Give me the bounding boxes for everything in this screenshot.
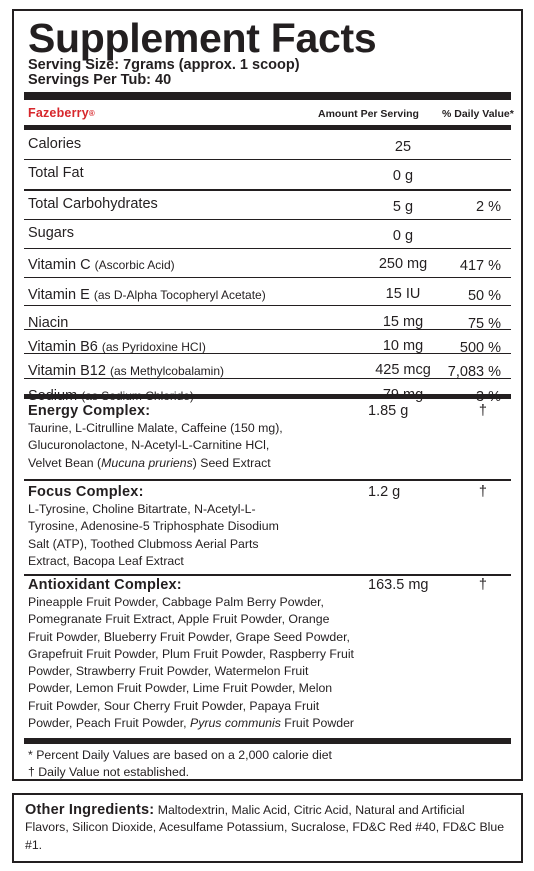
complex-dv: † bbox=[478, 484, 487, 500]
other-ingredients-text: Maltodextrin, Malic Acid, Citric Acid, Natural and Artificial Flavors, Silicon Dioxide, Acesulfame Potassium, Sucralose, FD&C Red #40, FD&C Blue #1. bbox=[25, 803, 505, 852]
brand-name: Fazeberry bbox=[28, 106, 89, 120]
nutrient-amount: 0 g bbox=[392, 228, 414, 244]
complex-dv: † bbox=[478, 403, 487, 419]
nutrient-row bbox=[28, 130, 511, 158]
nutrient-name: Vitamin E (as D-Alpha Tocopheryl Acetate) bbox=[28, 287, 266, 303]
divider-thick bbox=[24, 394, 511, 399]
nutrient-name: Total Fat bbox=[28, 165, 84, 181]
complex-name: Focus Complex: bbox=[28, 484, 144, 500]
divider bbox=[24, 574, 511, 576]
nutrient-daily-value: 7,083 % bbox=[447, 364, 501, 380]
nutrient-row bbox=[28, 249, 511, 277]
brand-logo bbox=[28, 106, 95, 120]
complex-name: Energy Complex: bbox=[28, 403, 151, 419]
complex-amount: 1.85 g bbox=[368, 403, 409, 419]
nutrient-amount: 425 mcg bbox=[375, 362, 431, 378]
other-ingredients-panel bbox=[12, 793, 523, 863]
nutrient-row bbox=[28, 159, 511, 187]
complex-ingredients: Pineapple Fruit Powder, Cabbage Palm Berry Powder, Pomegranate Fruit Extract, Apple Fruit Powder, Orange Fruit Powder, Blueberry Fruit Powder, Grape Seed Powder, Grapefruit Fruit Powder, Plum Fruit Powder, Raspberry Fruit Powder, Strawberry Fruit Powder, Watermelon Fruit Powder, Lemon Fruit Powder, Lime Fruit Powder, Melon Fruit Powder, Sour Cherry Fruit Powder, Papaya Fruit Powder, Peach Fruit Powder, Pyrus communis Fruit Powder bbox=[28, 595, 355, 731]
supplement-facts-panel bbox=[12, 9, 523, 781]
nutrient-source: (Ascorbic Acid) bbox=[94, 258, 175, 272]
row-divider bbox=[24, 277, 511, 278]
complex-ingredients: L-Tyrosine, Choline Bitartrate, N-Acetyl-L- Tyrosine, Adenosine-5 Triphosphate Disodium Salt (ATP), Toothed Clubmoss Aerial Parts Extract, Bacopa Leaf Extract bbox=[28, 502, 279, 568]
nutrient-amount: 0 g bbox=[392, 168, 414, 184]
serving-size: Serving Size: 7grams (approx. 1 scoop) bbox=[28, 57, 300, 73]
nutrient-amount: 15 IU bbox=[385, 286, 421, 302]
antioxidant-complex bbox=[28, 577, 511, 732]
nutrient-daily-value: 417 % bbox=[459, 258, 501, 274]
nutrient-daily-value: 2 % bbox=[476, 199, 501, 215]
nutrient-source: (as Methylcobalamin) bbox=[109, 364, 224, 378]
nutrient-source: (as Pyridoxine HCI) bbox=[101, 340, 206, 354]
nutrient-amount: 5 g bbox=[392, 199, 414, 215]
nutrient-row bbox=[28, 219, 511, 247]
nutrient-row bbox=[28, 279, 511, 307]
nutrient-name: Vitamin B6 (as Pyridoxine HCI) bbox=[28, 339, 206, 355]
nutrient-amount: 25 bbox=[394, 139, 412, 155]
footnote-not-established: † Daily Value not established. bbox=[28, 765, 190, 779]
nutrient-source: (as D-Alpha Tocopheryl Acetate) bbox=[93, 288, 266, 302]
divider bbox=[24, 479, 511, 481]
nutrient-name: Total Carbohydrates bbox=[28, 196, 158, 212]
nutrient-daily-value: 500 % bbox=[459, 340, 501, 356]
panel-title: Supplement Facts bbox=[28, 15, 377, 61]
complex-name: Antioxidant Complex: bbox=[28, 577, 182, 593]
nutrient-daily-value: 75 % bbox=[467, 316, 501, 332]
nutrient-daily-value: 50 % bbox=[467, 288, 501, 304]
nutrient-amount: 250 mg bbox=[378, 256, 428, 272]
complex-amount: 163.5 mg bbox=[368, 577, 429, 593]
focus-complex bbox=[28, 484, 511, 570]
nutrient-amount: 10 mg bbox=[382, 338, 424, 354]
nutrient-name: Sugars bbox=[28, 225, 74, 241]
nutrient-row bbox=[28, 355, 511, 383]
footnote-daily-values: * Percent Daily Values are based on a 2,000 calorie diet bbox=[28, 748, 332, 762]
column-header-daily-value: % Daily Value* bbox=[442, 108, 514, 120]
divider-thick bbox=[24, 738, 511, 744]
servings-per-container: Servings Per Tub: 40 bbox=[28, 72, 172, 88]
registered-mark: ® bbox=[88, 109, 95, 118]
divider-thick bbox=[24, 92, 511, 100]
column-header-amount: Amount Per Serving bbox=[318, 108, 419, 120]
nutrient-amount: 15 mg bbox=[382, 314, 424, 330]
energy-complex bbox=[28, 403, 511, 472]
nutrient-name: Vitamin C (Ascorbic Acid) bbox=[28, 257, 175, 273]
nutrient-row bbox=[28, 190, 511, 218]
other-ingredients-label: Other Ingredients: bbox=[25, 802, 155, 818]
nutrient-name: Niacin bbox=[28, 315, 69, 331]
complex-dv: † bbox=[478, 577, 487, 593]
complex-ingredients: Taurine, L-Citrulline Malate, Caffeine (150 mg), Glucuronolactone, N-Acetyl-L-Carnitine HCl, Velvet Bean (Mucuna pruriens) Seed Extract bbox=[28, 421, 283, 470]
nutrient-name: Calories bbox=[28, 136, 82, 152]
nutrient-name: Vitamin B12 (as Methylcobalamin) bbox=[28, 363, 224, 379]
complex-amount: 1.2 g bbox=[368, 484, 401, 500]
